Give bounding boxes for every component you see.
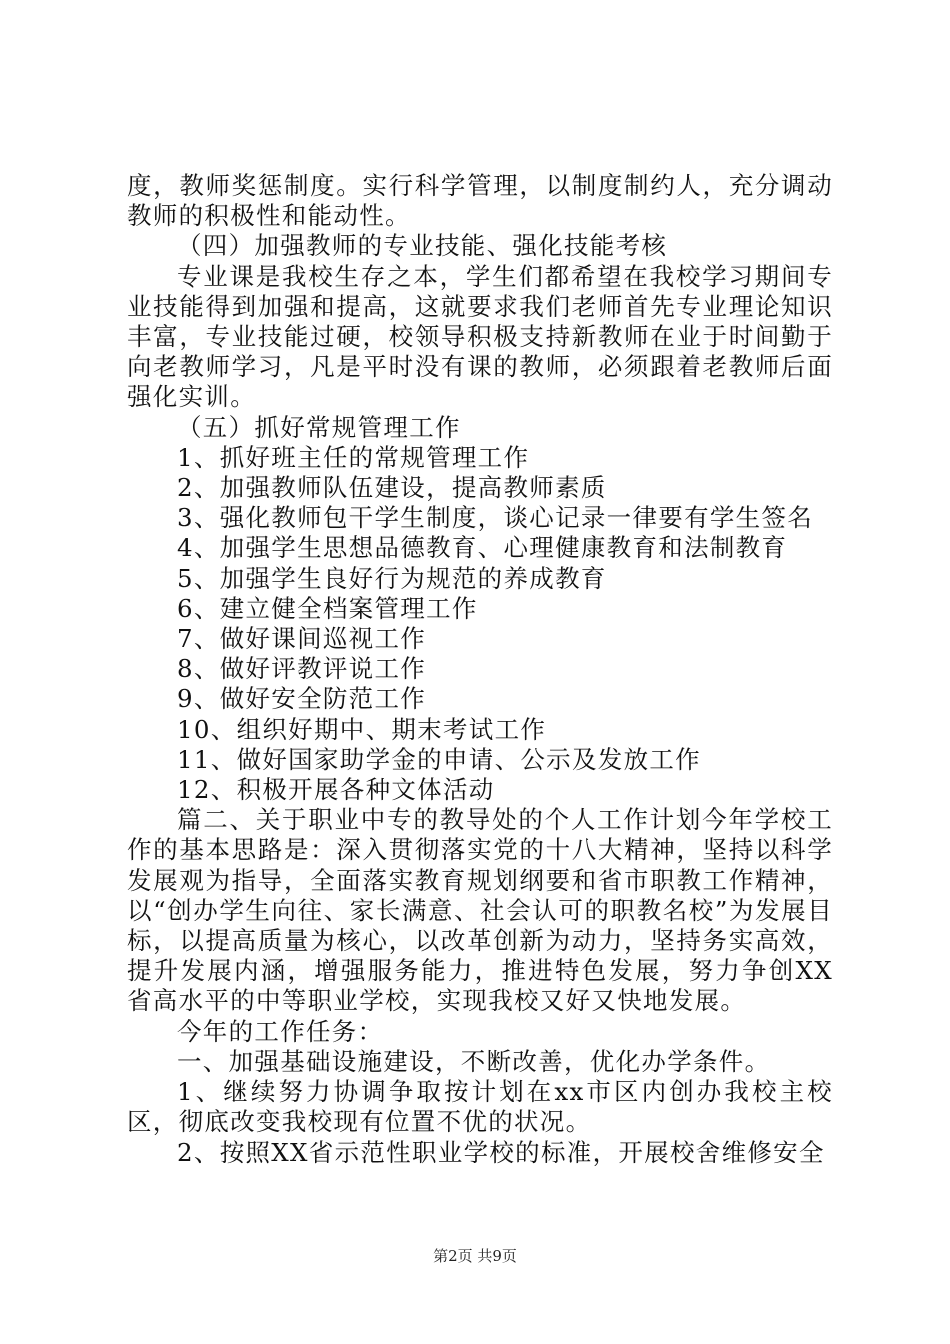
paragraph-task-1: 1、继续努力协调争取按计划在xx市区内创办我校主校区，彻底改变我校现有位置不优的状况。	[127, 1077, 833, 1137]
list-item: 12、积极开展各种文体活动	[177, 775, 495, 805]
section-heading-5: （五）抓好常规管理工作	[177, 412, 461, 442]
paragraph-tasks-heading: 今年的工作任务：	[177, 1016, 384, 1046]
paragraph-part-two: 篇二、关于职业中专的教导处的个人工作计划今年学校工作的基本思路是：深入贯彻落实党的十八大精神，坚持以科学发展观为指导，全面落实教育规划纲要和省市职教工作精神，以“创办学生向往、家长满意、社会认可的职教名校”为发展目标，以提高质量为核心，以改革创新为动力，坚持务实高效，提升发展内涵，增强服务能力，推进特色发展，努力争创XX省高水平的中等职业学校，实现我校又好又快地发展。	[127, 805, 833, 1016]
list-item: 4、加强学生思想品德教育、心理健康教育和法制教育	[177, 533, 788, 563]
list-item: 9、做好安全防范工作	[177, 684, 427, 714]
list-item: 7、做好课间巡视工作	[177, 624, 427, 654]
list-item: 2、加强教师队伍建设，提高教师素质	[177, 473, 607, 503]
page-number-footer: 第2页 共9页	[433, 1247, 517, 1265]
list-item: 8、做好评教评说工作	[177, 654, 427, 684]
paragraph-professional-skills: 专业课是我校生存之本，学生们都希望在我校学习期间专业技能得到加强和提高，这就要求我们老师首先专业理论知识丰富，专业技能过硬，校领导积极支持新教师在业于时间勤于向老教师学习，凡是平时没有课的教师，必须跟着老教师后面强化实训。	[127, 261, 833, 412]
list-item: 10、组织好期中、期末考试工作	[177, 714, 547, 744]
section-heading-4: （四）加强教师的专业技能、强化技能考核	[177, 231, 668, 261]
list-item: 3、强化教师包干学生制度，谈心记录一律要有学生签名	[177, 503, 814, 533]
list-item: 5、加强学生良好行为规范的养成教育	[177, 563, 607, 593]
list-item: 11、做好国家助学金的申请、公示及发放工作	[177, 744, 701, 774]
paragraph-continuation: 度，教师奖惩制度。实行科学管理，以制度制约人，充分调动教师的积极性和能动性。	[127, 171, 833, 231]
list-item: 6、建立健全档案管理工作	[177, 593, 478, 623]
paragraph-task-2: 2、按照XX省示范性职业学校的标准，开展校舍维修安全	[177, 1137, 825, 1167]
list-item: 1、抓好班主任的常规管理工作	[177, 442, 530, 472]
management-task-list	[127, 443, 833, 805]
document-body	[127, 171, 833, 1168]
paragraph-infrastructure-heading: 一、加强基础设施建设，不断改善，优化办学条件。	[177, 1046, 771, 1076]
